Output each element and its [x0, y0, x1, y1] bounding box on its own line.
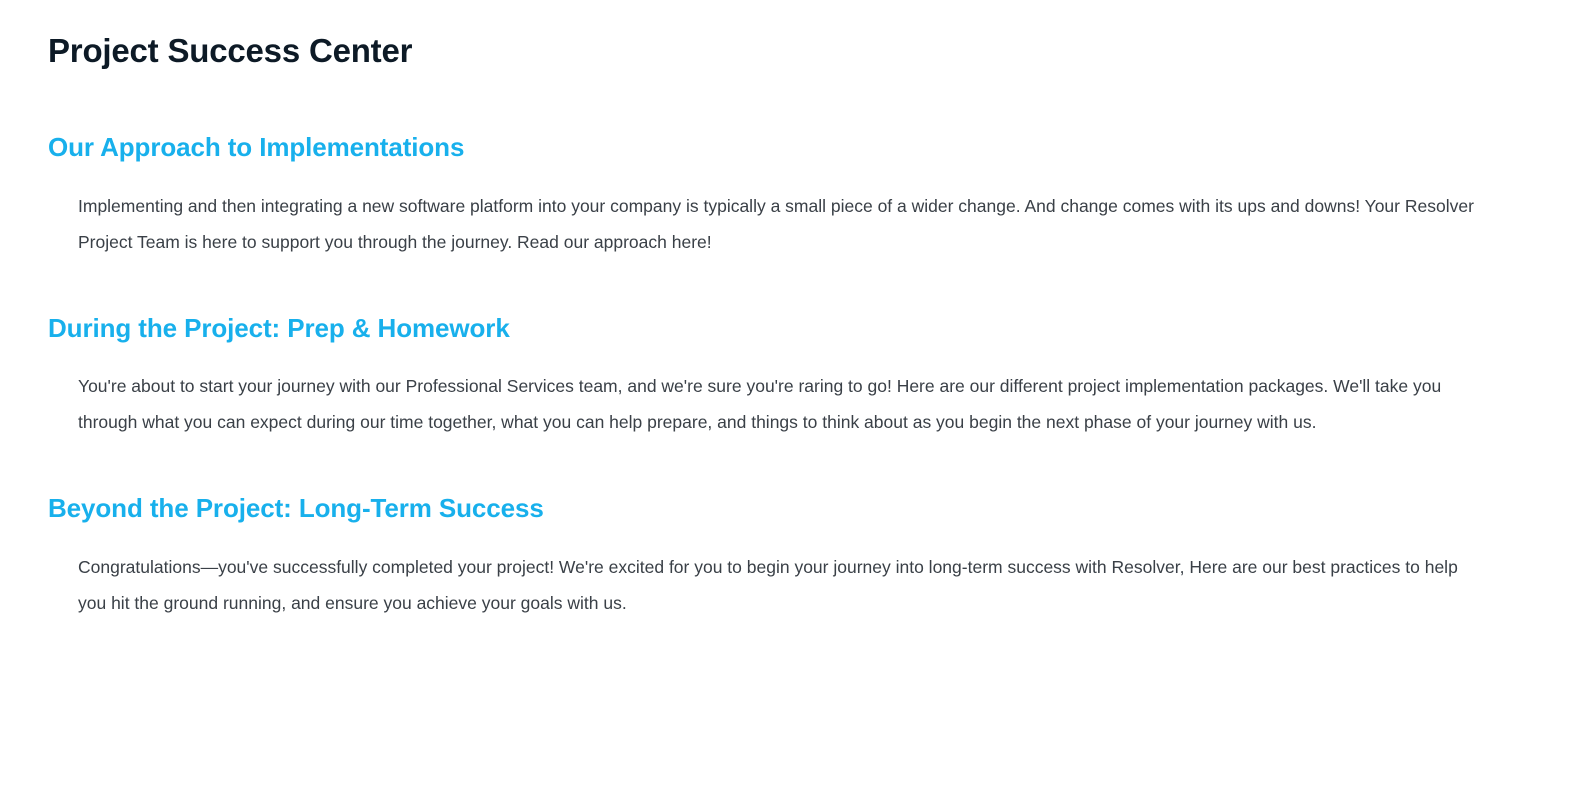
- section-heading-during-project: During the Project: Prep & Homework: [48, 312, 510, 343]
- section-body-beyond-project: [78, 549, 1478, 621]
- section-beyond-project: [48, 492, 1541, 621]
- section-body-during-project: [78, 368, 1478, 440]
- page-title: Project Success Center: [48, 32, 413, 69]
- section-heading-beyond-project: Beyond the Project: Long-Term Success: [48, 493, 544, 524]
- section-heading-approach: Our Approach to Implementations: [48, 132, 465, 163]
- section-during-project: [48, 312, 1541, 441]
- section-body-approach: [78, 188, 1478, 260]
- section-paragraph-approach: Implementing and then integrating a new software platform into your company is typically a small piece of a wider change. And change comes with its ups and downs! Your Resolver Project Team is here to support you through the journey. Read our approach here!: [78, 195, 1474, 252]
- section-approach: [48, 131, 1541, 260]
- section-paragraph-beyond-project: Congratulations—you've successfully completed your project! We're excited for you to begin your journey into long-term success with Resolver, Here are our best practices to help you hit the ground running, and ensure you achieve your goals with us.: [78, 556, 1458, 613]
- section-paragraph-during-project: You're about to start your journey with our Professional Services team, and we're sure you're raring to go! Here are our different project implementation packages. We'll take you through what you can expect during our time together, what you can help prepare, and things to think about as you begin the next phase of your journey with us.: [78, 376, 1442, 433]
